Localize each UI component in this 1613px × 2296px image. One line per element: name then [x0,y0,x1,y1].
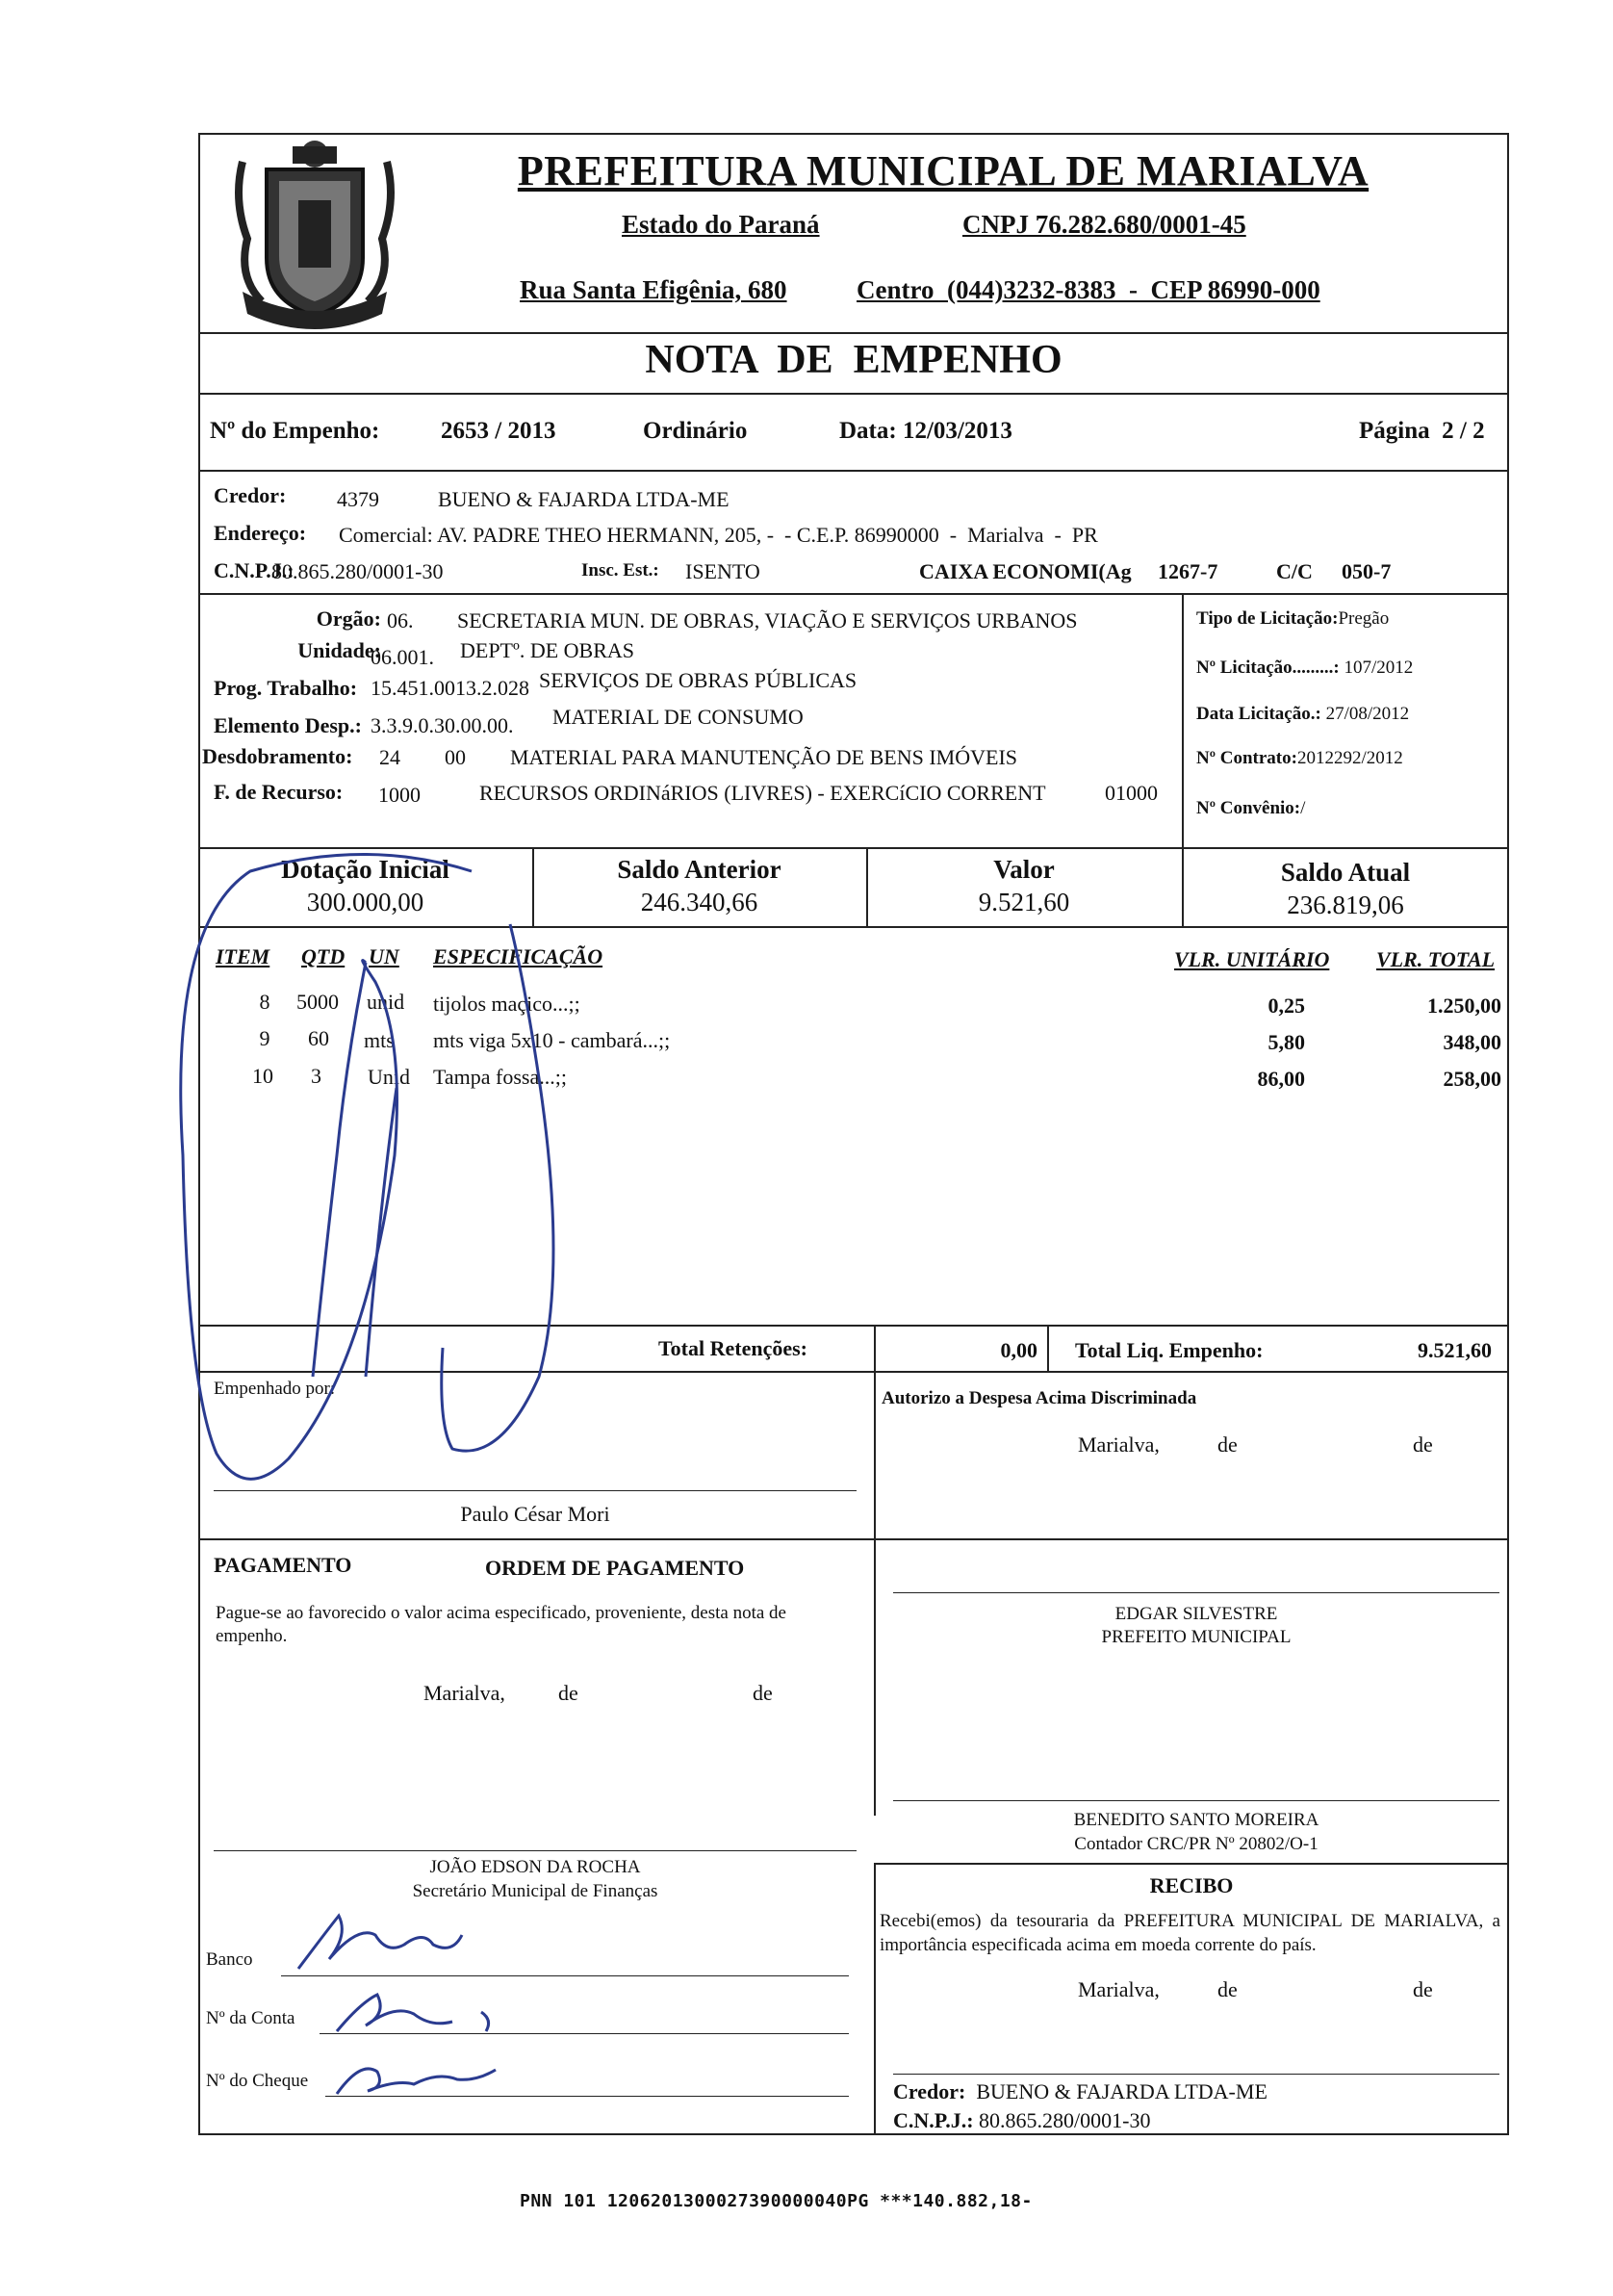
bank-name: CAIXA ECONOMI(Ag [919,559,1132,583]
num-label: Nº Licitação.........: [1196,658,1340,678]
recibo-de1: de [1217,1977,1238,2001]
liquido-value: 9.521,60 [1418,1338,1492,1362]
item-qtd: 60 [308,1026,329,1050]
page-number: Página 2 / 2 [1359,418,1485,444]
recibo-credor-name: BUENO & FAJARDA LTDA-ME [976,2079,1267,2103]
recibo-cnpj [893,2108,1150,2133]
tipo-label: Tipo de Licitação: [1196,608,1339,629]
empenho-label: Nº do Empenho: [210,418,380,444]
divider [198,332,1509,334]
item-total: 348,00 [1443,1030,1501,1054]
item-qtd: 5000 [296,990,339,1014]
item-number: 9 [259,1026,270,1050]
divider [198,847,1509,849]
saldo-atual-label: Saldo Atual [1280,858,1411,887]
signature-line [893,1592,1499,1593]
cc-value: 050-7 [1342,559,1392,583]
empenho-date: Data: 12/03/2013 [839,418,1012,444]
item-total: 258,00 [1443,1067,1501,1091]
col-qtd: QTD [301,944,346,968]
tipo-value: Pregão [1338,608,1390,629]
saldo-atual-value: 236.819,06 [1287,890,1404,919]
signature-line [893,2074,1499,2075]
prog-label: Prog. Trabalho: [214,676,358,700]
recibo-de2: de [1413,1977,1433,2001]
desdob-code2: 00 [445,745,466,769]
licitacao-data [1196,704,1409,725]
retencoes-value: 0,00 [1000,1338,1037,1362]
col-item: ITEM [216,944,270,968]
item-number: 8 [259,990,270,1014]
licitacao-contrato [1196,748,1403,769]
col-vlr-total: VLR. TOTAL [1376,947,1496,971]
header-state: Estado do Paraná [622,210,820,239]
contrato-label: Nº Contrato: [1196,748,1297,768]
cheque-label: Nº do Cheque [206,2071,309,2091]
header-cnpj: CNPJ 76.282.680/0001-45 [962,210,1246,239]
insc-value: ISENTO [685,559,760,583]
prog-code: 15.451.0013.2.028 [371,676,529,700]
signature-line [214,1490,857,1491]
item-un: mts [364,1028,395,1052]
saldo-anterior-label: Saldo Anterior [617,855,781,884]
credor-name: BUENO & FAJARDA LTDA-ME [438,487,730,511]
empenhado-name: Paulo César Mori [460,1502,610,1526]
data-label: Data Licitação.: [1196,704,1321,724]
coat-of-arms-icon [223,133,406,335]
signature-line [893,1800,1499,1801]
col-vlr-unit: VLR. UNITÁRIO [1174,947,1330,971]
ordem-pagamento-label: ORDEM DE PAGAMENTO [485,1556,745,1580]
licitacao-tipo [1196,608,1389,630]
divider [198,1325,1509,1327]
divider [1182,593,1184,848]
recibo-cnpj-value: 80.865.280/0001-30 [979,2108,1151,2132]
divider [198,1371,1509,1373]
divider [198,926,1509,928]
autorizo-label: Autorizo a Despesa Acima Discriminada [882,1388,1197,1408]
unidade-desc: DEPTº. DE OBRAS [460,638,635,662]
cheque-line [325,2096,849,2097]
empenho-type: Ordinário [643,418,748,444]
contador-title: Contador CRC/PR Nº 20802/O-1 [1074,1834,1319,1854]
conta-label: Nº da Conta [206,2008,295,2028]
contador-name: BENEDITO SANTO MOREIRA [1073,1810,1319,1830]
autorizo-place: Marialva, [1078,1432,1160,1457]
divider [874,1863,1509,1865]
data-value: 27/08/2012 [1325,704,1410,724]
autorizo-de1: de [1217,1432,1238,1457]
autorizo-de2: de [1413,1432,1433,1457]
pagamento-label: PAGAMENTO [214,1553,352,1577]
convenio-value: / [1300,798,1306,818]
pagamento-text: Pague-se ao favorecido o valor acima especificado, proveniente, desta nota de empenho. [216,1603,786,1646]
item-espec: tijolos maçico...;; [433,992,580,1016]
valor-value: 9.521,60 [978,888,1070,916]
divider [198,1538,1509,1540]
item-espec: mts viga 5x10 - cambará...;; [433,1028,671,1052]
item-number: 10 [252,1064,273,1088]
licitacao-convenio [1196,798,1305,819]
dotacao-label: Dotação Inicial [281,855,449,884]
address-label: Endereço: [214,521,307,545]
dotacao-value: 300.000,00 [306,888,424,916]
recibo-cnpj-label: C.N.P.J.: [893,2108,974,2132]
col-espec: ESPECIFICAÇÃO [433,944,603,968]
prefeito-title: PREFEITO MUNICIPAL [1101,1627,1292,1647]
header-street: Rua Santa Efigênia, 680 [520,275,787,304]
pagamento-de1: de [558,1681,578,1705]
item-unit: 5,80 [1267,1030,1305,1054]
pagamento-de2: de [753,1681,773,1705]
divider [874,1538,876,1816]
recurso-label: F. de Recurso: [214,780,344,804]
elem-label: Elemento Desp.: [214,713,362,737]
col-un: UN [369,944,399,968]
credor-label: Credor: [214,483,287,507]
contrato-value: 2012292/2012 [1296,748,1403,768]
credor-cnpj: 80.865.280/0001-30 [271,559,444,583]
prefeito-name: EDGAR SILVESTRE [1114,1604,1278,1624]
signature-line [214,1850,857,1851]
insc-label: Insc. Est.: [581,560,659,580]
item-un: unid [367,990,405,1014]
unidade-code: 06.001. [371,645,434,669]
valor-label: Valor [993,855,1055,884]
cnpj-label: C.N.P.J.: [214,558,294,582]
elem-desc: MATERIAL DE CONSUMO [552,705,804,729]
bank-agency: 1267-7 [1158,559,1218,583]
credor-address: Comercial: AV. PADRE THEO HERMANN, 205, - - C.E.P. 86990000 - Marialva - PR [339,523,1098,547]
banco-line [281,1975,849,1976]
recibo-label: RECIBO [1149,1873,1234,1897]
recibo-credor-label: Credor: [893,2079,966,2103]
credor-code: 4379 [337,487,379,511]
secretario-title: Secretário Municipal de Finanças [412,1881,658,1901]
recibo-text: Recebi(emos) da tesouraria da PREFEITURA MUNICIPAL DE MARIALVA, a importância especificada acima em moeda corrente do país. [880,1911,1500,1955]
recurso-code: 1000 [378,783,421,807]
header-address: Centro (044)3232-8383 - CEP 86990-000 [857,275,1320,304]
recibo-place: Marialva, [1078,1977,1160,2001]
recibo-credor [893,2079,1267,2104]
recurso-desc: RECURSOS ORDINáRIOS (LIVRES) - EXERCíCIO CORRENT [479,781,1046,805]
item-qtd: 3 [311,1064,321,1088]
item-espec: Tampa fossa...;; [433,1065,567,1089]
item-un: Unid [368,1065,410,1089]
unidade-label: Unidade: [297,638,381,662]
item-unit: 0,25 [1267,993,1305,1018]
divider [198,593,1509,595]
empenho-number: 2653 / 2013 [441,418,556,444]
empenhado-label: Empenhado por: [214,1379,336,1399]
item-total: 1.250,00 [1427,993,1501,1018]
saldo-anterior-value: 246.340,66 [640,888,758,916]
banco-label: Banco [206,1949,253,1970]
divider [198,470,1509,472]
orgao-code: 06. [387,608,414,632]
divider [874,1863,876,2135]
item-unit: 86,00 [1257,1067,1305,1091]
num-value: 107/2012 [1344,658,1414,678]
divider [198,393,1509,395]
recurso-num: 01000 [1105,781,1158,805]
licitacao-num [1196,658,1413,679]
elem-code: 3.3.9.0.30.00.00. [371,713,514,737]
cc-label: C/C [1276,559,1313,583]
prog-desc: SERVIÇOS DE OBRAS PÚBLICAS [539,668,858,692]
orgao-desc: SECRETARIA MUN. DE OBRAS, VIAÇÃO E SERVIÇOS URBANOS [457,608,1078,632]
desdob-desc: MATERIAL PARA MANUTENÇÃO DE BENS IMÓVEIS [510,745,1018,769]
secretario-name: JOÃO EDSON DA ROCHA [429,1857,641,1877]
divider [874,1371,876,1538]
desdob-code1: 24 [379,745,400,769]
divider [1047,1325,1049,1371]
convenio-label: Nº Convênio: [1196,798,1301,818]
pagamento-place: Marialva, [423,1681,505,1705]
footer-code: PNN 101 1206201300027390000040PG ***140.882,18- [520,2191,1033,2211]
liquido-label: Total Liq. Empenho: [1075,1338,1264,1362]
divider [874,1325,876,1371]
doc-title: NOTA DE EMPENHO [645,338,1063,382]
orgao-label: Orgão: [316,606,381,631]
retencoes-label: Total Retenções: [658,1336,807,1360]
conta-line [320,2033,849,2034]
desdob-label: Desdobramento: [202,744,353,768]
header-title: PREFEITURA MUNICIPAL DE MARIALVA [517,147,1370,194]
